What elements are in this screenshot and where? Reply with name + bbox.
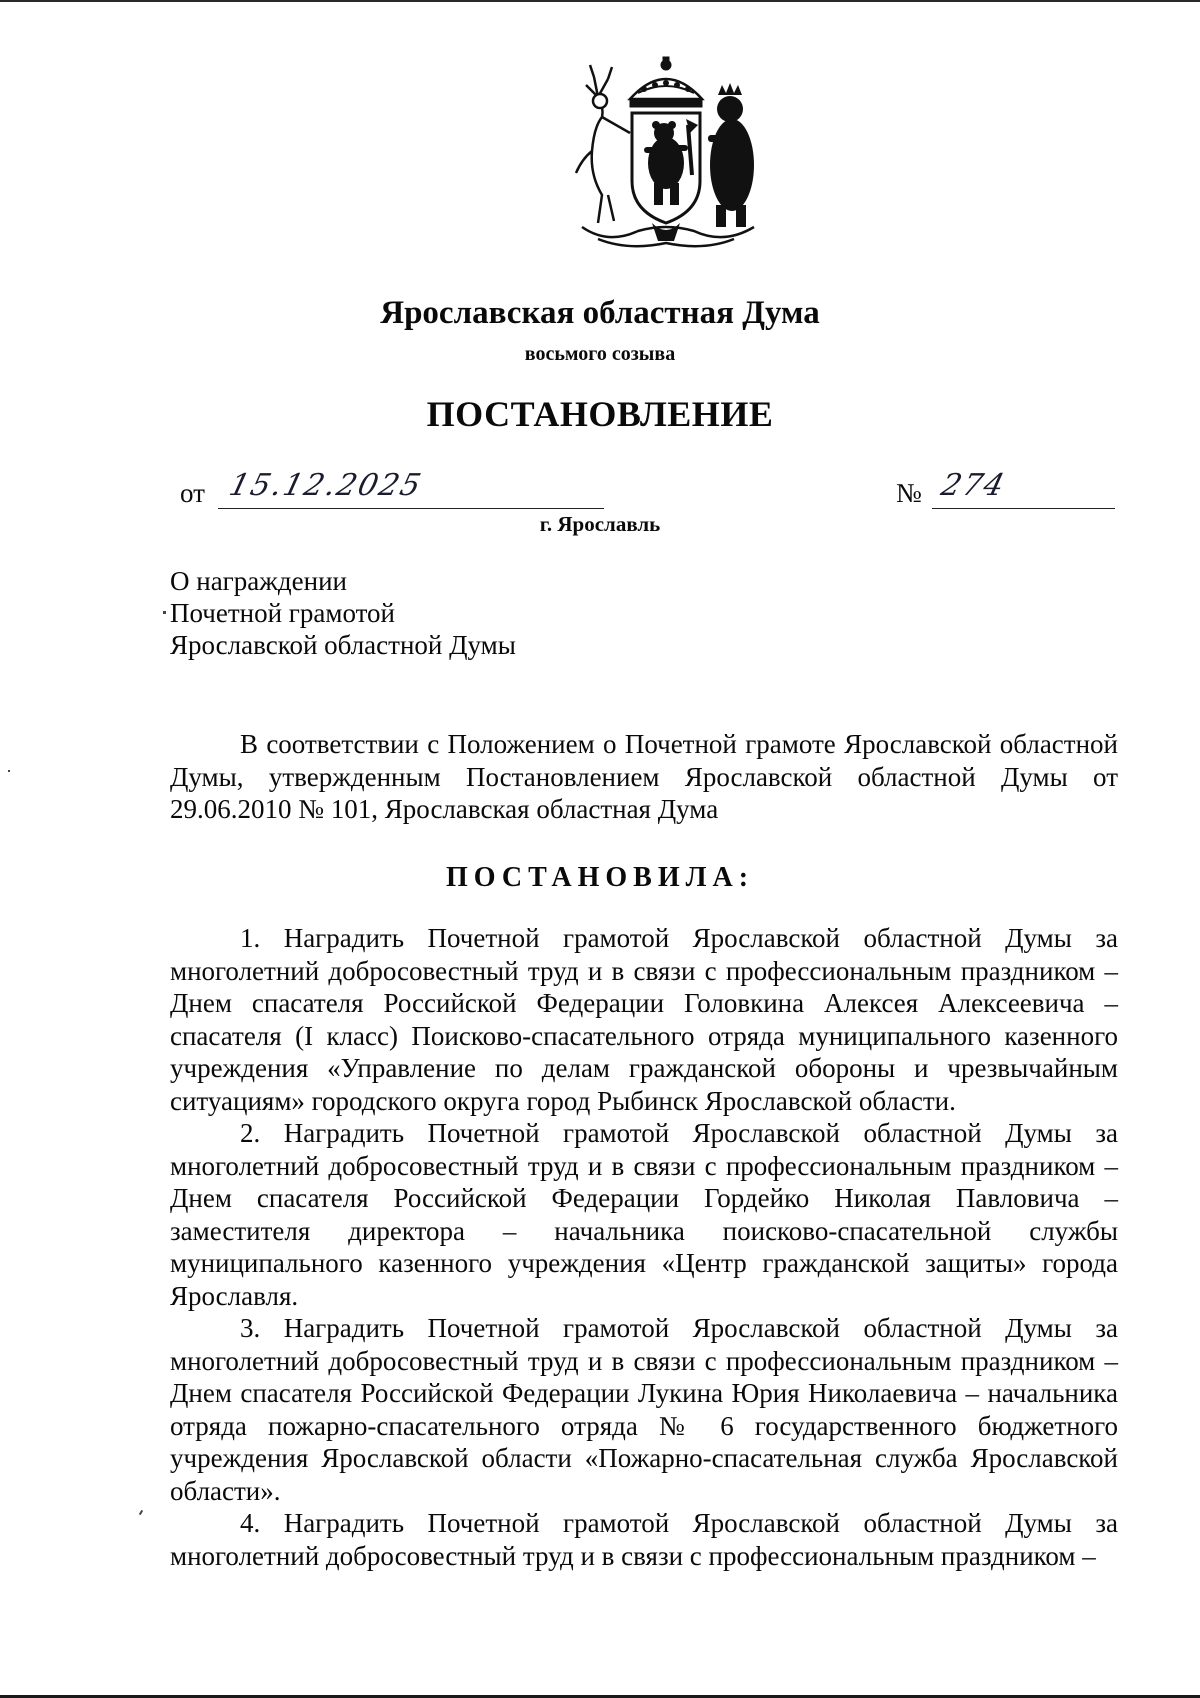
date-prefix: от (180, 478, 205, 508)
convocation-subtitle: восьмого созыва (524, 343, 676, 365)
city-label: г. Ярославль (539, 512, 661, 536)
decree-item: 2. Наградить Почетной грамотой Ярославской областной Думы за многолетний добросовестный труд и в связи с профессиональным праздником – Днем спасателя Российской Федерации Гордейко Николая Павловича – заместителя директора – начальника поисково-спасательной службы муниципального казенного учреждения «Центр гражданской защиты» города Ярославля. (170, 1118, 1118, 1311)
preamble-paragraph (170, 728, 1118, 826)
scan-edge-top (0, 0, 1200, 2)
decree-item: 3. Наградить Почетной грамотой Ярославской областной Думы за многолетний добросовестный труд и в связи с профессиональным праздником – Днем спасателя Российской Федерации Лукина Юрия Николаевича – начальника отряда пожарно-спасательного отряда № 6 государственного бюджетного учреждения Ярославской области «Пожарно-спасательная служба Ярославской области». (170, 1313, 1118, 1506)
handwritten-number (932, 470, 1115, 509)
decree-items (170, 922, 1118, 1572)
number-prefix: № (896, 478, 922, 508)
scan-speck (163, 611, 166, 614)
handwritten-date (218, 470, 604, 509)
decree-item: 1. Наградить Почетной грамотой Ярославской областной Думы за многолетний добросовестный труд и в связи с профессиональным праздником – Днем спасателя Российской Федерации Головкина Алексея Алексеевича – спасателя (I класс) Поисково-спасательного отряда муниципального казенного учреждения «Управление по делам гражданской обороны и чрезвычайным ситуациям» городского округа город Рыбинск Ярославской области. (170, 923, 1118, 1116)
scan-speck (139, 1510, 143, 1515)
number-value: 274 (937, 468, 1010, 503)
decree-item: 4. Наградить Почетной грамотой Ярославской областной Думы за многолетний добросовестный труд и в связи с профессиональным праздником – (170, 1508, 1118, 1571)
subject-line: Ярославской областной Думы (170, 630, 516, 660)
date-value: 15.12.2025 (225, 468, 427, 503)
subject-line: Почетной грамотой (170, 598, 395, 628)
scan-speck (8, 770, 10, 772)
organization-title: Ярославская областная Дума (380, 295, 820, 331)
subject-line: О награждении (170, 566, 347, 596)
coat-of-arms-emblem (568, 55, 764, 255)
decree-heading: ПОСТАНОВИЛА: (445, 862, 755, 893)
preamble-text: В соответствии с Положением о Почетной грамоте Ярославской областной Думы, утвержденным Постановлением Ярославской областной Думы от 29.06.2010 № 101, Ярославская областная Дума (170, 729, 1118, 824)
document-type-heading: ПОСТАНОВЛЕНИЕ (426, 394, 774, 434)
subject-block (170, 565, 516, 661)
